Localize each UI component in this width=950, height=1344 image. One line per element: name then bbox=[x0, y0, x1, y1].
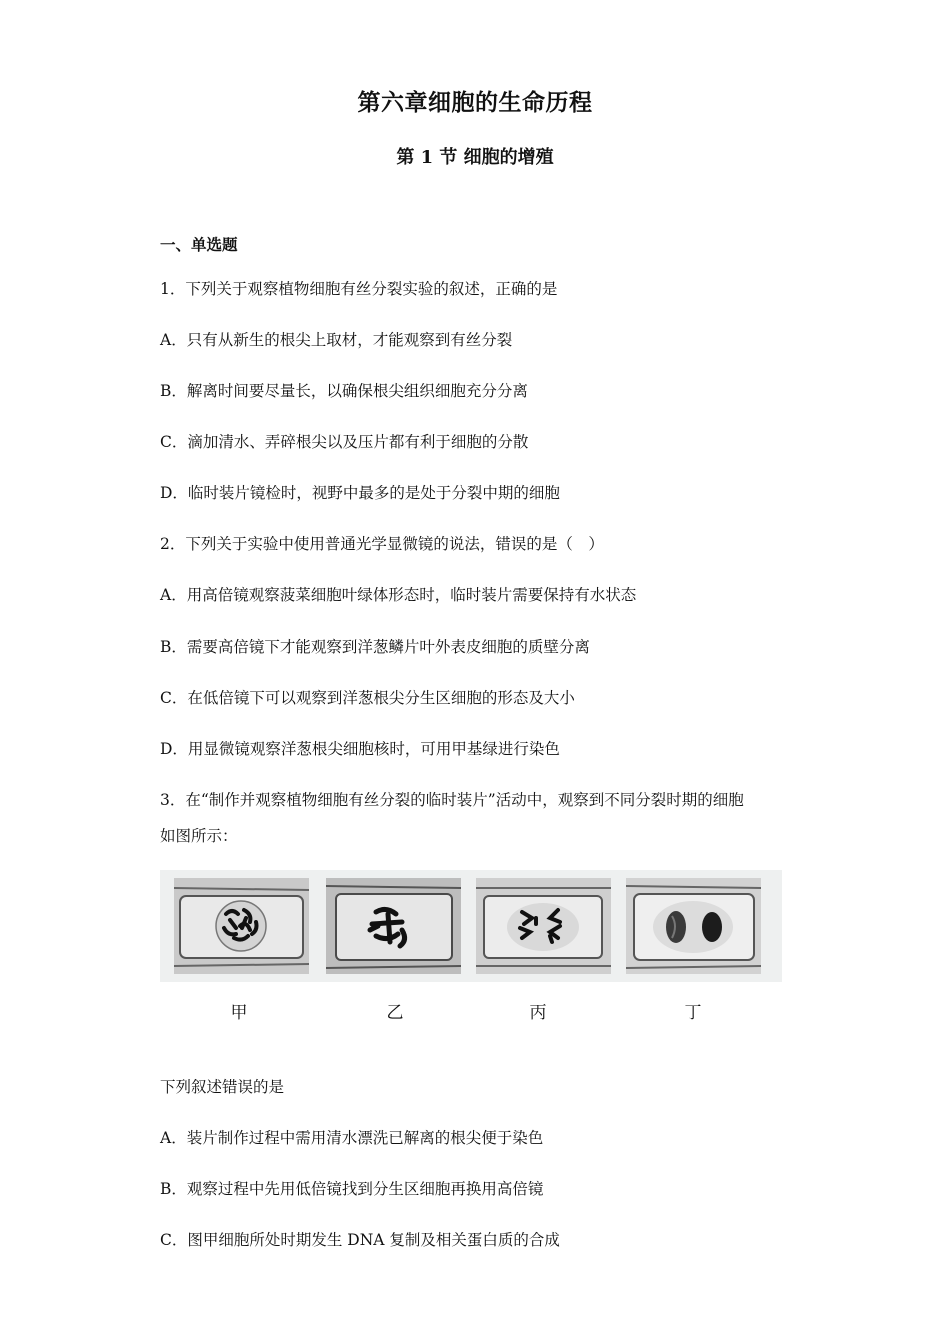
question-3-stem-line-2: 如图所示： bbox=[160, 827, 238, 845]
question-2-option-d: D．用显微镜观察洋葱根尖细胞核时，可用甲基绿进行染色 bbox=[160, 740, 560, 758]
figure-label-ding: 丁 bbox=[684, 1003, 702, 1023]
figure-label-yi: 乙 bbox=[386, 1003, 404, 1023]
cell-panel-bing bbox=[476, 878, 611, 974]
part-heading: 一、单选题 bbox=[160, 235, 238, 254]
question-1-option-d: D．临时装片镜检时，视野中最多的是处于分裂中期的细胞 bbox=[160, 484, 560, 502]
cell-panel-ding bbox=[626, 878, 761, 974]
question-1-option-c: C．滴加清水、弄碎根尖以及压片都有利于细胞的分散 bbox=[160, 433, 529, 451]
figure-label-bing: 丙 bbox=[529, 1003, 547, 1023]
question-1-option-b: B．解离时间要尽量长，以确保根尖组织细胞充分分离 bbox=[160, 382, 528, 400]
question-3-option-b: B．观察过程中先用低倍镜找到分生区细胞再换用高倍镜 bbox=[160, 1180, 544, 1198]
cell-panel-yi bbox=[326, 878, 461, 974]
question-2-option-c: C．在低倍镜下可以观察到洋葱根尖分生区细胞的形态及大小 bbox=[160, 689, 575, 707]
question-2-option-a: A．用高倍镜观察菠菜细胞叶绿体形态时，临时装片需要保持有水状态 bbox=[160, 586, 637, 604]
question-3-option-a: A．装片制作过程中需用清水漂洗已解离的根尖便于染色 bbox=[160, 1129, 544, 1147]
cell-panel-jia bbox=[174, 878, 309, 974]
question-2-stem: 2．下列关于实验中使用普通光学显微镜的说法，错误的是（ ） bbox=[160, 535, 604, 553]
section-title: 第 1 节 细胞的增殖 bbox=[396, 147, 554, 168]
question-1-option-a: A．只有从新生的根尖上取材，才能观察到有丝分裂 bbox=[160, 331, 513, 349]
question-3-stem-line-1: 3．在“制作并观察植物细胞有丝分裂的临时装片”活动中，观察到不同分裂时期的细胞 bbox=[160, 791, 744, 809]
question-2-option-b: B．需要高倍镜下才能观察到洋葱鳞片叶外表皮细胞的质壁分离 bbox=[160, 638, 590, 656]
figure-label-jia: 甲 bbox=[230, 1003, 248, 1023]
chapter-title: 第六章细胞的生命历程 bbox=[357, 89, 593, 116]
question-3-option-c: C．图甲细胞所处时期发生 DNA 复制及相关蛋白质的合成 bbox=[160, 1231, 560, 1249]
question-3-prompt: 下列叙述错误的是 bbox=[160, 1078, 285, 1096]
mitosis-micrograph-figure bbox=[160, 870, 782, 982]
question-1-stem: 1．下列关于观察植物细胞有丝分裂实验的叙述，正确的是 bbox=[160, 280, 558, 298]
